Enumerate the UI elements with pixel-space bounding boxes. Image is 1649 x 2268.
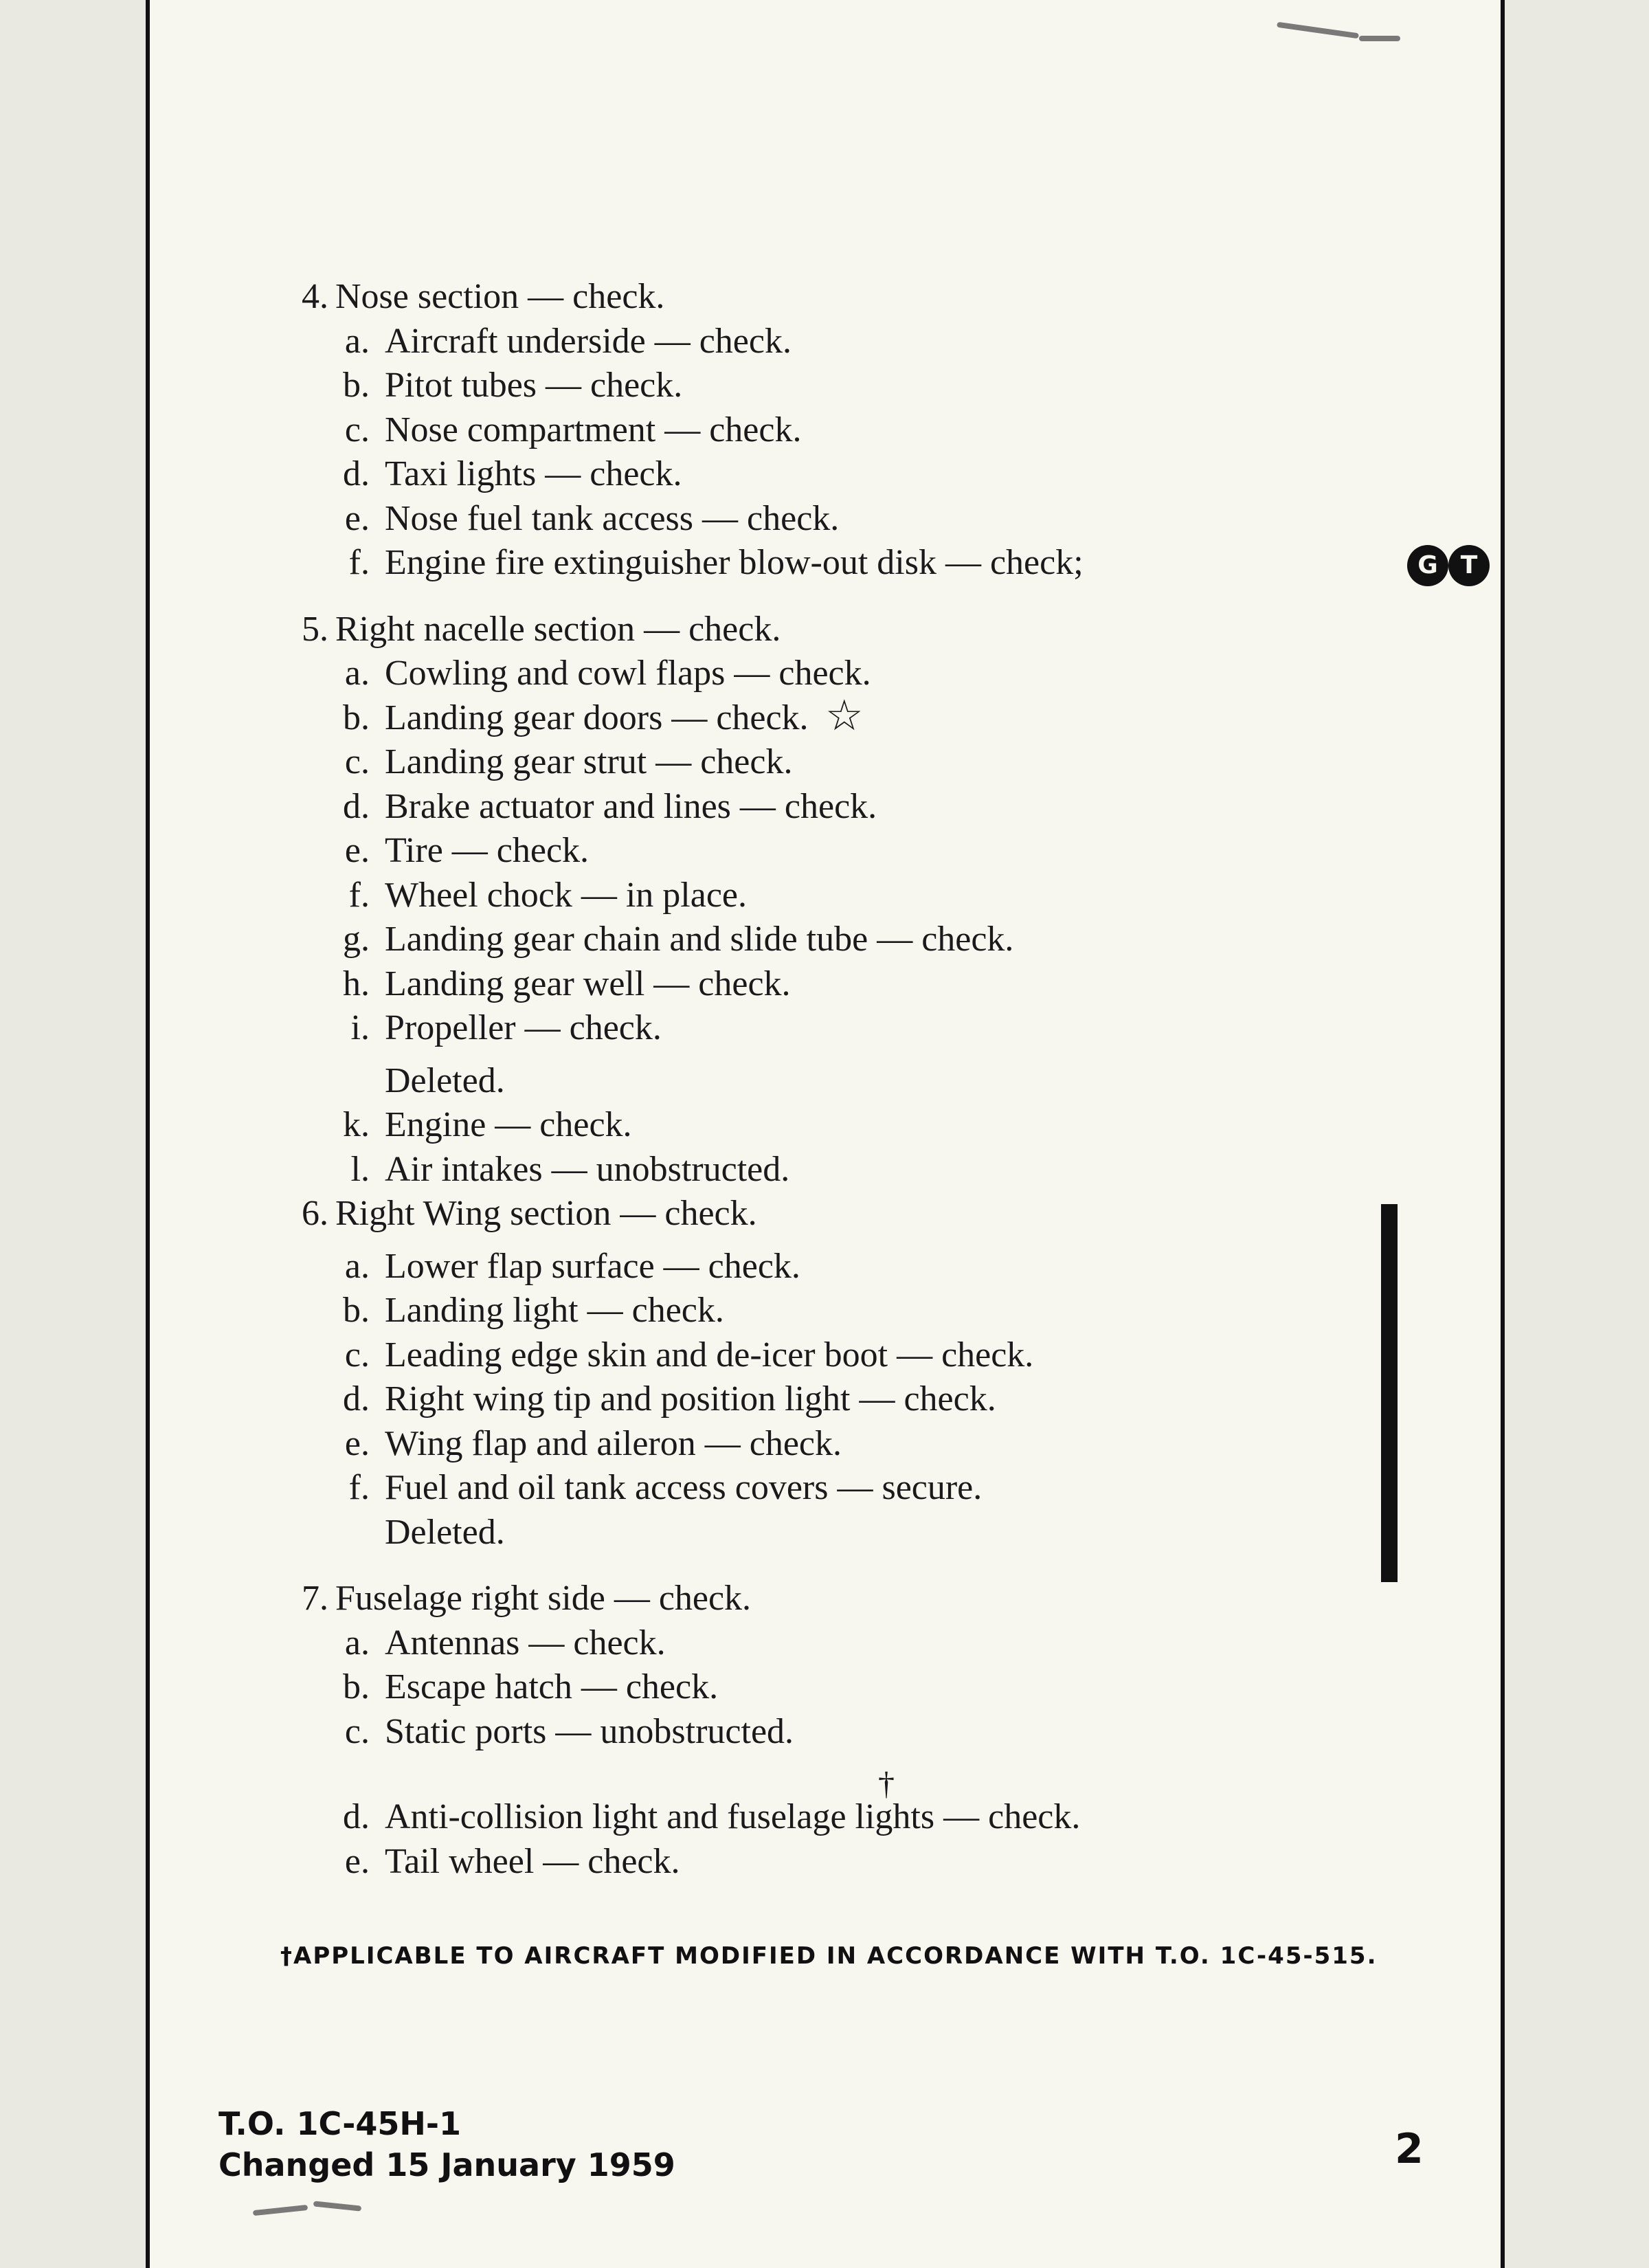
checklist-item [280,1511,1448,1555]
checklist-item [280,785,1448,830]
change-bar [1381,1204,1398,1582]
dagger-footnote-mark: † [878,1766,895,1802]
checklist-item [280,1621,1448,1666]
checklist-item [280,1466,1448,1511]
checklist-item [280,320,1448,364]
section-title: Nose section — check. [335,277,665,316]
item-text: Engine fire extinguisher blow-out disk — check; [385,543,1084,582]
item-letter: d. [343,1379,370,1419]
item-letter: c. [344,1335,370,1375]
item-letter: l. [350,1149,370,1189]
item-text: Aircraft underside — check. [385,321,792,361]
checklist-item [280,1333,1448,1378]
item-letter: f. [348,1468,370,1507]
scan-margin-left [0,0,146,2268]
item-text: Landing gear doors — check. [385,698,809,737]
item-letter: a. [344,654,370,693]
item-letter: a. [344,1246,370,1286]
checklist-item [280,497,1448,542]
item-letter: a. [344,321,370,361]
section-number: 4. [302,277,328,316]
change-date: Changed 15 January 1959 [218,2146,675,2183]
item-text: Landing gear well — check. [385,964,791,1003]
preflight-checklist [280,275,1478,1884]
item-letter: d. [343,786,370,826]
item-letter: d. [343,1797,370,1836]
item-letter: b. [343,1667,370,1706]
checklist-item [280,1377,1448,1422]
item-text: Static ports — unobstructed. [385,1711,794,1751]
item-letter: c. [344,742,370,781]
item-letter: k. [343,1105,370,1144]
checklist-item [280,829,1448,874]
section-title: Fuselage right side — check. [335,1579,752,1618]
item-text: Antennas — check. [385,1623,666,1663]
section-number: 5. [302,609,328,649]
item-text: Propeller — check. [385,1008,662,1047]
checklist-item [280,740,1448,785]
checklist-section [280,1192,1448,1236]
deleted-item: Deleted. [385,1512,505,1552]
badge-g-icon: G [1407,545,1448,586]
item-text: Wheel chock — in place. [385,875,747,915]
technical-order-number: T.O. 1C-45H-1 [218,2105,461,2142]
item-text: Right wing tip and position light — check. [385,1379,996,1419]
checklist-item [280,1665,1448,1710]
checklist-item [280,1840,1448,1885]
item-text: Anti-collision light and fuselage lights — check. [385,1797,1081,1836]
item-letter: e. [344,498,370,538]
checklist-item [280,1006,1448,1051]
item-text: Lower flap surface — check. [385,1246,800,1286]
smudge-mark [1277,22,1359,39]
item-text: Fuel and oil tank access covers — secure. [385,1468,983,1507]
checklist-item [280,452,1448,497]
item-letter: b. [343,366,370,405]
item-letter: g. [343,920,370,959]
item-letter: b. [343,698,370,737]
checklist-item [280,1710,1448,1755]
page-number: 2 [1395,2125,1424,2173]
section-number: 7. [302,1579,328,1618]
footnote: †APPLICABLE TO AIRCRAFT MODIFIED IN ACCORDANCE WITH T.O. 1C-45-515. [280,1942,1378,1970]
checklist-item [280,1059,1448,1104]
checklist-item [280,1766,1448,1840]
item-text: Landing gear strut — check. [385,742,793,781]
smudge-mark [253,2205,308,2216]
checklist-item [280,1289,1448,1333]
item-text: Nose compartment — check. [385,410,802,449]
smudge-mark [1359,36,1400,41]
checklist-item [280,1422,1448,1467]
item-text: Pitot tubes — check. [385,366,683,405]
item-text: Leading edge skin and de-icer boot — check. [385,1335,1034,1375]
checklist-item [280,364,1448,408]
item-text: Tire — check. [385,831,590,870]
item-letter: d. [343,454,370,493]
item-letter: i. [350,1008,370,1047]
checklist-item [280,962,1448,1007]
item-text: Landing light — check. [385,1291,724,1330]
item-letter: c. [344,410,370,449]
item-letter: h. [343,964,370,1003]
smudge-mark [313,2201,361,2211]
checklist-item [280,918,1448,962]
scan-margin-right [1505,0,1649,2268]
checklist-section [280,275,1448,320]
badge-t-icon: T [1448,545,1490,586]
checklist-item [280,541,1478,586]
checklist-item [280,408,1448,453]
item-letter: e. [344,1841,370,1881]
checklist-section [280,1577,1448,1621]
checklist-section [280,608,1448,652]
item-text: Cowling and cowl flaps — check. [385,654,871,693]
item-text: Nose fuel tank access — check. [385,498,840,538]
deleted-item: Deleted. [385,1060,505,1100]
checklist-item [280,874,1448,918]
item-letter: e. [344,1423,370,1463]
item-letter: c. [344,1711,370,1751]
applicability-badges [1407,545,1490,586]
checklist-item [280,652,1448,696]
item-letter: a. [344,1623,370,1663]
item-text: Engine — check. [385,1105,632,1144]
document-page [146,0,1505,2268]
item-text: Wing flap and aileron — check. [385,1423,842,1463]
checklist-item [280,1245,1448,1289]
item-letter: f. [348,875,370,915]
item-letter: b. [343,1291,370,1330]
section-title: Right nacelle section — check. [335,609,781,649]
checklist-item [280,689,1448,741]
item-text: Landing gear chain and slide tube — check. [385,920,1014,959]
item-text: Brake actuator and lines — check. [385,786,877,826]
item-text: Air intakes — unobstructed. [385,1149,790,1189]
checklist-item [280,1148,1448,1192]
star-icon: ☆ [825,689,864,740]
section-number: 6. [302,1194,328,1233]
item-text: Taxi lights — check. [385,454,682,493]
checklist-item [280,1103,1448,1148]
item-text: Tail wheel — check. [385,1841,680,1881]
item-text: Escape hatch — check. [385,1667,719,1706]
item-letter: f. [348,543,370,582]
item-letter: e. [344,831,370,870]
page-footer [218,2103,675,2186]
section-title: Right Wing section — check. [335,1194,757,1233]
